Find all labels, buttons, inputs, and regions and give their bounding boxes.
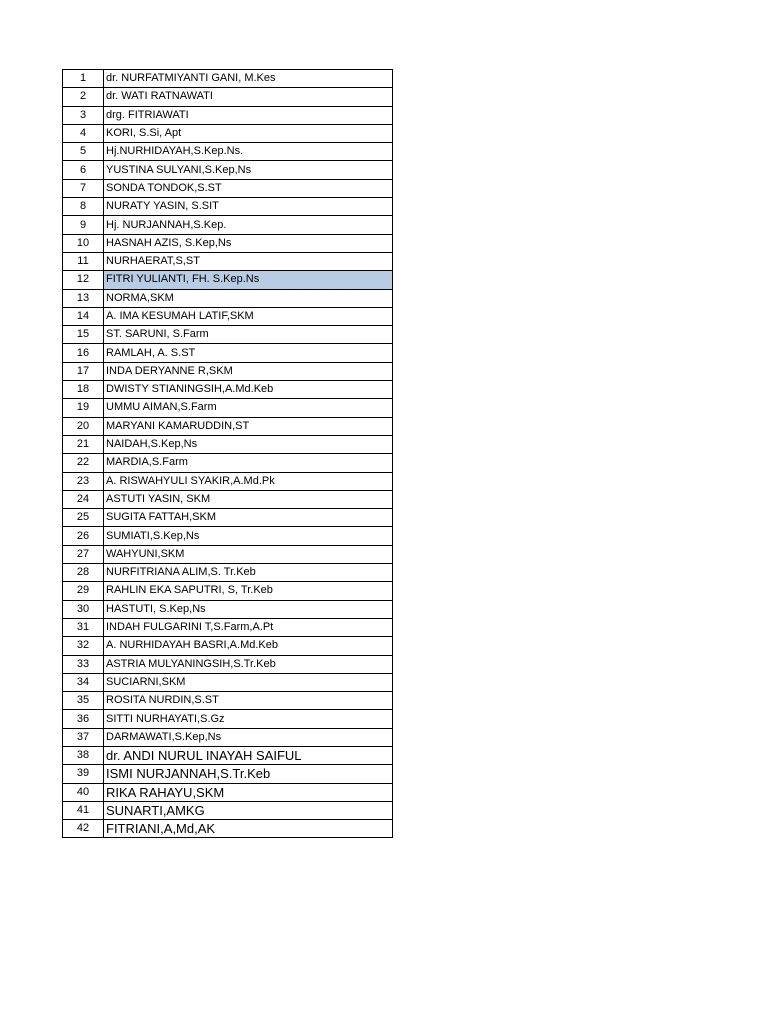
row-number-cell[interactable]: 33 [63,655,104,673]
name-cell[interactable]: FITRI YULIANTI, FH. S.Kep.Ns [104,271,393,289]
row-number-cell[interactable]: 3 [63,106,104,124]
row-number-cell[interactable]: 40 [63,783,104,801]
table-row[interactable] [63,820,393,838]
name-cell[interactable]: A. IMA KESUMAH LATIF,SKM [104,307,393,325]
row-number-cell[interactable]: 35 [63,692,104,710]
row-number-cell[interactable]: 9 [63,216,104,234]
row-number-cell[interactable]: 19 [63,399,104,417]
name-cell[interactable]: SUMIATI,S.Kep,Ns [104,527,393,545]
table-row[interactable] [63,582,393,600]
table-row[interactable] [63,600,393,618]
row-number-cell[interactable]: 36 [63,710,104,728]
table-row[interactable] [63,381,393,399]
table-row[interactable] [63,289,393,307]
name-cell[interactable]: A. RISWAHYULI SYAKIR,A.Md.Pk [104,472,393,490]
name-cell[interactable]: HASTUTI, S.Kep,Ns [104,600,393,618]
table-row[interactable] [63,70,393,88]
row-number-cell[interactable]: 24 [63,490,104,508]
row-number-cell[interactable]: 22 [63,454,104,472]
name-cell[interactable]: SUCIARNI,SKM [104,673,393,691]
table-row[interactable] [63,509,393,527]
row-number-cell[interactable]: 42 [63,820,104,838]
row-number-cell[interactable]: 13 [63,289,104,307]
table-row[interactable] [63,234,393,252]
name-cell[interactable]: RIKA RAHAYU,SKM [104,783,393,801]
row-number-cell[interactable]: 31 [63,618,104,636]
row-number-cell[interactable]: 12 [63,271,104,289]
table-row[interactable] [63,124,393,142]
table-row[interactable] [63,728,393,746]
row-number-cell[interactable]: 26 [63,527,104,545]
name-cell[interactable]: Hj.NURHIDAYAH,S.Kep.Ns. [104,143,393,161]
row-number-cell[interactable]: 34 [63,673,104,691]
name-cell[interactable]: RAHLIN EKA SAPUTRI, S, Tr.Keb [104,582,393,600]
row-number-cell[interactable]: 6 [63,161,104,179]
staff-table [62,69,393,838]
row-number-cell[interactable]: 4 [63,124,104,142]
name-cell[interactable]: FITRIANI,A,Md,AK [104,820,393,838]
name-cell[interactable]: NAIDAH,S.Kep,Ns [104,435,393,453]
table-row[interactable] [63,472,393,490]
table-row[interactable] [63,417,393,435]
table-row[interactable] [63,362,393,380]
name-cell[interactable]: NORMA,SKM [104,289,393,307]
table-row[interactable] [63,161,393,179]
name-cell[interactable]: drg. FITRIAWATI [104,106,393,124]
table-row[interactable] [63,655,393,673]
row-number-cell[interactable]: 28 [63,564,104,582]
name-cell[interactable]: DARMAWATI,S.Kep,Ns [104,728,393,746]
name-cell[interactable]: NURFITRIANA ALIM,S. Tr.Keb [104,564,393,582]
row-number-cell[interactable]: 14 [63,307,104,325]
table-row[interactable] [63,271,393,289]
row-number-cell[interactable]: 11 [63,252,104,270]
table-row[interactable] [63,435,393,453]
staff-table-body [63,70,393,838]
table-row[interactable] [63,216,393,234]
name-cell[interactable]: HASNAH AZIS, S.Kep,Ns [104,234,393,252]
name-cell[interactable]: ISMI NURJANNAH,S.Tr.Keb [104,765,393,783]
table-row[interactable] [63,307,393,325]
name-cell[interactable]: ASTRIA MULYANINGSIH,S.Tr.Keb [104,655,393,673]
table-row[interactable] [63,106,393,124]
name-cell[interactable]: YUSTINA SULYANI,S.Kep,Ns [104,161,393,179]
name-cell[interactable]: MARDIA,S.Farm [104,454,393,472]
name-cell[interactable]: RAMLAH, A. S.ST [104,344,393,362]
table-row[interactable] [63,399,393,417]
name-cell[interactable]: UMMU AIMAN,S.Farm [104,399,393,417]
table-row[interactable] [63,252,393,270]
table-row[interactable] [63,765,393,783]
row-number-cell[interactable]: 1 [63,70,104,88]
name-cell[interactable]: KORI, S.Si, Apt [104,124,393,142]
name-cell[interactable]: WAHYUNI,SKM [104,545,393,563]
name-cell[interactable]: INDA DERYANNE R,SKM [104,362,393,380]
name-cell[interactable]: NURATY YASIN, S.SIT [104,198,393,216]
table-row[interactable] [63,801,393,819]
name-cell[interactable]: MARYANI KAMARUDDIN,ST [104,417,393,435]
row-number-cell[interactable]: 16 [63,344,104,362]
name-cell[interactable]: DWISTY STIANINGSIH,A.Md.Keb [104,381,393,399]
row-number-cell[interactable]: 10 [63,234,104,252]
name-cell[interactable]: SONDA TONDOK,S.ST [104,179,393,197]
row-number-cell[interactable]: 17 [63,362,104,380]
table-row[interactable] [63,179,393,197]
name-cell[interactable]: Hj. NURJANNAH,S.Kep. [104,216,393,234]
table-row[interactable] [63,326,393,344]
row-number-cell[interactable]: 30 [63,600,104,618]
name-cell[interactable]: NURHAERAT,S,ST [104,252,393,270]
table-row[interactable] [63,710,393,728]
row-number-cell[interactable]: 27 [63,545,104,563]
table-row[interactable] [63,143,393,161]
table-row[interactable] [63,88,393,106]
table-row[interactable] [63,198,393,216]
name-cell[interactable]: ROSITA NURDIN,S.ST [104,692,393,710]
row-number-cell[interactable]: 32 [63,637,104,655]
table-row[interactable] [63,490,393,508]
row-number-cell[interactable]: 41 [63,801,104,819]
table-row[interactable] [63,527,393,545]
table-row[interactable] [63,783,393,801]
name-cell[interactable]: dr. NURFATMIYANTI GANI, M.Kes [104,70,393,88]
table-row[interactable] [63,618,393,636]
row-number-cell[interactable]: 18 [63,381,104,399]
row-number-cell[interactable]: 5 [63,143,104,161]
row-number-cell[interactable]: 15 [63,326,104,344]
name-cell[interactable]: A. NURHIDAYAH BASRI,A.Md.Keb [104,637,393,655]
name-cell[interactable]: SUNARTI,AMKG [104,801,393,819]
row-number-cell[interactable]: 8 [63,198,104,216]
table-row[interactable] [63,692,393,710]
table-row[interactable] [63,746,393,764]
row-number-cell[interactable]: 20 [63,417,104,435]
table-row[interactable] [63,637,393,655]
row-number-cell[interactable]: 29 [63,582,104,600]
table-row[interactable] [63,545,393,563]
row-number-cell[interactable]: 7 [63,179,104,197]
name-cell[interactable]: dr. ANDI NURUL INAYAH SAIFUL [104,746,393,764]
name-cell[interactable]: ASTUTI YASIN, SKM [104,490,393,508]
table-row[interactable] [63,564,393,582]
name-cell[interactable]: SUGITA FATTAH,SKM [104,509,393,527]
table-row[interactable] [63,344,393,362]
row-number-cell[interactable]: 25 [63,509,104,527]
name-cell[interactable]: INDAH FULGARINI T,S.Farm,A.Pt [104,618,393,636]
row-number-cell[interactable]: 23 [63,472,104,490]
name-cell[interactable]: SITTI NURHAYATI,S.Gz [104,710,393,728]
row-number-cell[interactable]: 21 [63,435,104,453]
row-number-cell[interactable]: 2 [63,88,104,106]
table-row[interactable] [63,673,393,691]
name-cell[interactable]: dr. WATI RATNAWATI [104,88,393,106]
row-number-cell[interactable]: 37 [63,728,104,746]
table-row[interactable] [63,454,393,472]
name-cell[interactable]: ST. SARUNI, S.Farm [104,326,393,344]
row-number-cell[interactable]: 38 [63,746,104,764]
row-number-cell[interactable]: 39 [63,765,104,783]
